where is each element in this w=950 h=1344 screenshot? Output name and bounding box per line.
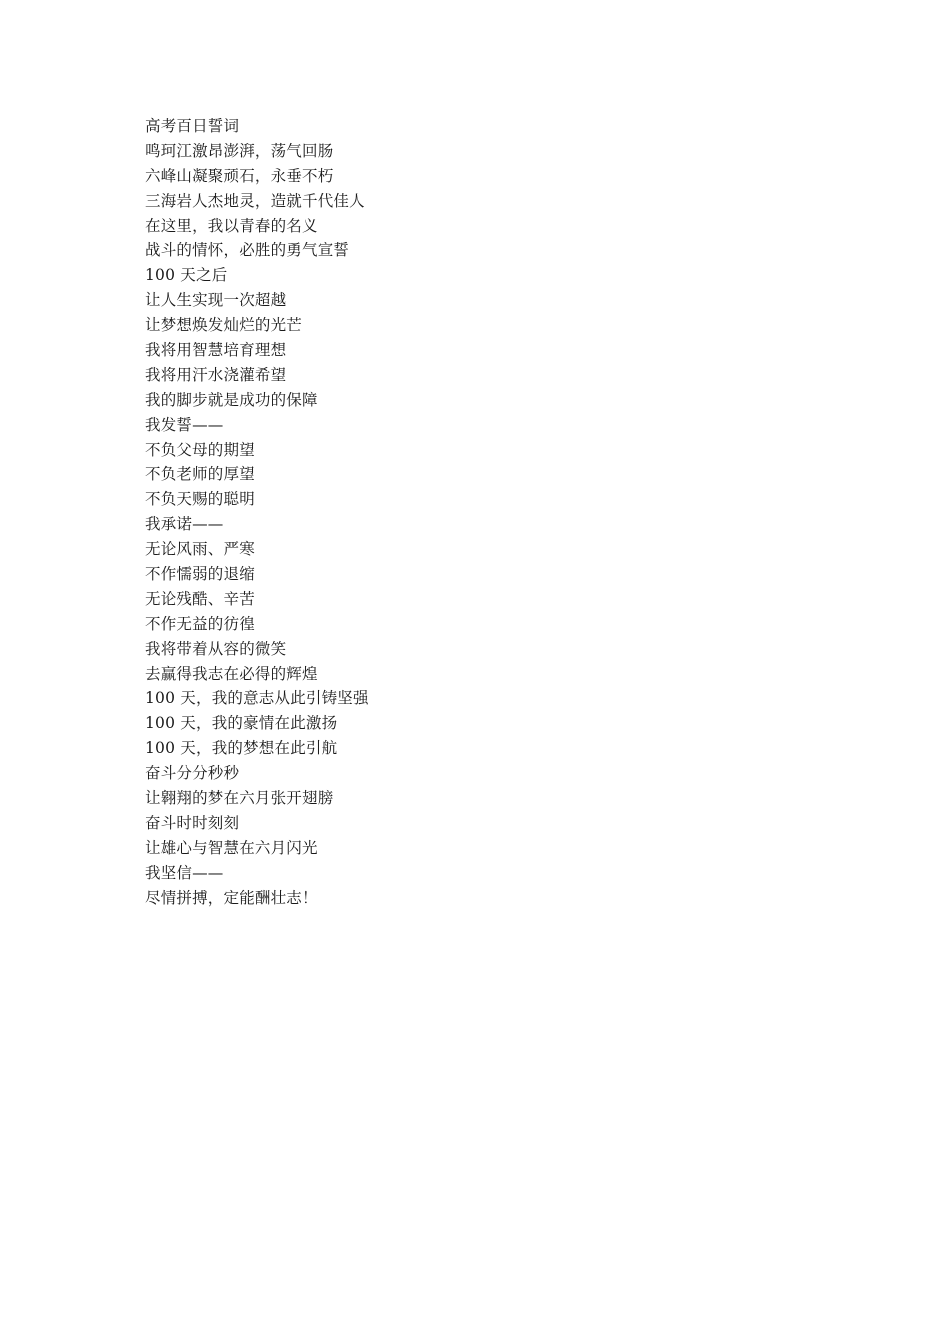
text-line: 100 天之后 <box>145 266 228 285</box>
oath-text <box>145 114 745 911</box>
text-line: 无论风雨、严寒 <box>145 540 255 559</box>
text-line: 我的脚步就是成功的保障 <box>145 390 318 409</box>
text-line: 让翱翔的梦在六月张开翅膀 <box>145 789 334 808</box>
text-line: 100 天，我的豪情在此激扬 <box>145 714 338 733</box>
text-line: 尽情拼搏，定能酬壮志！ <box>145 888 318 907</box>
text-line: 奋斗时时刻刻 <box>145 813 240 832</box>
text-line: 无论残酷、辛苦 <box>145 589 255 608</box>
text-line: 不负父母的期望 <box>145 440 255 459</box>
text-line: 去赢得我志在必得的辉煌 <box>145 664 318 683</box>
text-line: 奋斗分分秒秒 <box>145 764 240 783</box>
text-line: 让人生实现一次超越 <box>145 291 287 310</box>
text-line: 100 天，我的意志从此引铸坚强 <box>145 689 369 708</box>
text-line: 让梦想焕发灿烂的光芒 <box>145 316 303 335</box>
text-line: 我坚信—— <box>145 863 224 882</box>
text-line: 让雄心与智慧在六月闪光 <box>145 838 318 857</box>
text-line: 我将用智慧培育理想 <box>145 341 287 360</box>
text-line: 战斗的情怀，必胜的勇气宣誓 <box>145 241 350 260</box>
text-line: 鸣珂江激昂澎湃，荡气回肠 <box>145 141 334 160</box>
text-line: 不作懦弱的退缩 <box>145 565 255 584</box>
text-line: 不负天赐的聪明 <box>145 490 255 509</box>
text-line: 我发誓—— <box>145 415 224 434</box>
text-line: 100 天，我的梦想在此引航 <box>145 739 338 758</box>
document-title: 高考百日誓词 <box>145 117 240 135</box>
text-line: 三海岩人杰地灵，造就千代佳人 <box>145 191 365 210</box>
text-line: 不负老师的厚望 <box>145 465 255 484</box>
text-line: 不作无益的彷徨 <box>145 614 255 633</box>
text-line: 在这里，我以青春的名义 <box>145 216 318 235</box>
text-line: 我将用汗水浇灌希望 <box>145 365 287 384</box>
text-line: 我承诺—— <box>145 515 224 534</box>
text-line: 我将带着从容的微笑 <box>145 639 287 658</box>
text-line: 六峰山凝聚顽石，永垂不朽 <box>145 166 334 185</box>
